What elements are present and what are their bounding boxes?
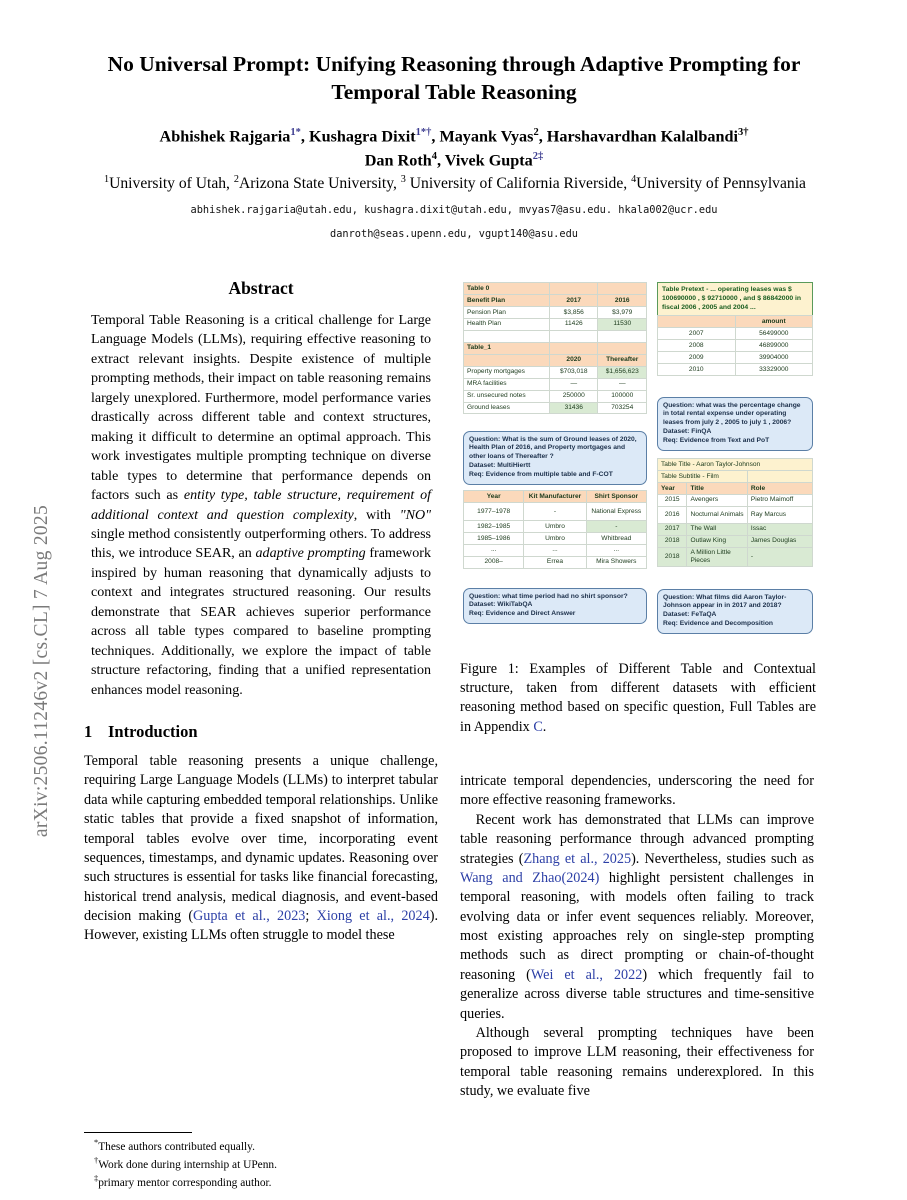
question-text: Question: What films did Aaron Taylor-Johnson appear in in 2017 and 2018?	[663, 593, 787, 610]
cell: 2010	[658, 364, 736, 376]
cell: Avengers	[687, 494, 747, 506]
cell: Mira Showers	[586, 556, 646, 568]
column-header: Year	[464, 491, 524, 503]
cell: 2017	[550, 294, 598, 306]
dataset-label: Dataset: FeTaQA	[663, 611, 717, 619]
affiliation-line: $^1$University of Utah, $^2$Arizona State University, $^3$ University of California Riverside, $^4$University of Pennsylvania	[104, 174, 806, 193]
column-header: Role	[747, 482, 812, 494]
column-header: Year	[658, 482, 687, 494]
intro-paragraph-1	[84, 752, 438, 946]
cell: 2016	[658, 506, 687, 523]
footnote-2-text: Work done during internship at UPenn.	[98, 1158, 277, 1171]
cell: Pension Plan	[464, 306, 550, 318]
cell	[598, 283, 647, 295]
table-row	[464, 342, 647, 354]
table-row	[658, 328, 813, 340]
author-line-1: Abhishek Rajgaria$^{1*}$, Kushagra Dixit$^{1*\dagger}$, Mayank Vyas$^2$, Harshavardhan Kalalbandi$^{3\dagger}$	[159, 127, 749, 146]
cell: 2007	[658, 328, 736, 340]
abstract-emph-2: "NO"	[399, 506, 431, 523]
cell: Nocturnal Animals	[687, 506, 747, 523]
cell: 250000	[550, 390, 598, 402]
cell: 2016	[598, 294, 647, 306]
cell: 39904000	[735, 352, 813, 364]
question-box-multihiertt	[463, 431, 647, 485]
question-box-wikitabqa	[463, 588, 647, 624]
column-header: Shirt Sponsor	[586, 491, 646, 503]
table-row	[464, 354, 647, 366]
dataset-label: Dataset: WikiTabQA	[469, 601, 533, 609]
cell	[550, 342, 598, 354]
cell	[747, 470, 812, 482]
cell: 1977–1978	[464, 502, 524, 520]
cell: —	[550, 378, 598, 390]
table-row	[464, 491, 647, 503]
table-row	[464, 294, 647, 306]
section-title: Introduction	[108, 722, 198, 742]
table-row	[464, 306, 647, 318]
multihiertt-table-panel	[463, 282, 647, 414]
dataset-label: Dataset: FinQA	[663, 428, 712, 436]
wikitabqa-table	[463, 490, 647, 569]
question-box-fetaqa	[657, 589, 813, 634]
cell-highlighted: The Wall	[687, 523, 747, 535]
column-header: amount	[735, 316, 813, 328]
cell: Ray Marcus	[747, 506, 812, 523]
table-row	[658, 316, 813, 328]
multihiertt-table	[463, 282, 647, 414]
cell: Table 0	[464, 283, 550, 295]
table-row	[658, 340, 813, 352]
cell-highlighted: 2018	[658, 547, 687, 567]
cell: -	[524, 502, 586, 520]
table-pretext: Table Pretext - ... operating leases was $ 100690000 , $ 92710000 , and $ 86842000 in fiscal 2006 , 2005 and 2004 ...	[657, 282, 813, 315]
cell	[598, 342, 647, 354]
intro-p3-c: highlight persistent challenges in temporal reasoning, with models often failing to track evolving data or infer event sequences reliably. Moreover, most existing approaches rely on single-step prompting methods such as direct prompting or chain-of-thought reasoning (	[460, 869, 814, 983]
section-number: 1	[84, 722, 93, 742]
table-row	[658, 482, 813, 494]
citation-wei[interactable]: Wei et al., 2022	[530, 966, 643, 983]
cell: $703,018	[550, 366, 598, 378]
title-line-2: Temporal Table Reasoning	[331, 80, 577, 105]
cell-highlighted: 2017	[658, 523, 687, 535]
fetaqa-table	[657, 458, 813, 567]
cell: Pietro Maimoff	[747, 494, 812, 506]
cell: Umbro	[524, 532, 586, 544]
cell	[550, 330, 598, 342]
author-line-2: Dan Roth$^4$, Vivek Gupta$^{2\ddagger}$	[364, 150, 544, 170]
abstract-text-c: single method consistently outperforming others. To address this, we introduce SEAR, an	[91, 525, 431, 562]
table-row	[658, 352, 813, 364]
intro-p1-a: Temporal table reasoning presents a unique challenge, requiring Large Language Models (LLMs) to interpret tabular data while capturing embedded temporal relationships. Unlike static tables that provide a fixed snapshot of information, temporal tables evolve over time, incorporating event sequences, timestamps, and dynamic updates. Reasoning over such structures is essential for tasks like financial forecasting, historical trend analysis, medical diagnosis, and event-based decision making (	[84, 753, 438, 925]
section-heading-introduction	[84, 722, 438, 742]
cell-highlighted: 2018	[658, 535, 687, 547]
footnote-2	[84, 1155, 438, 1173]
table-title: Table Title - Aaron Taylor-Johnson	[658, 459, 813, 471]
intro-paragraph-2: intricate temporal dependencies, underscoring the need for more effective reasoning frameworks.	[460, 773, 814, 809]
cell: Benefit Plan	[464, 294, 550, 306]
table-subtitle: Table Subtitle - Film	[658, 470, 748, 482]
question-text: Question: what time period had no shirt sponsor?	[469, 592, 628, 600]
table-row	[658, 470, 813, 482]
cell-highlighted: 31436	[550, 402, 598, 414]
cell: Property mortgages	[464, 366, 550, 378]
requirement-label: Req: Evidence from Text and PoT	[663, 437, 770, 445]
intro-p1-b: ). However, existing LLMs often struggle to model these	[84, 908, 438, 944]
cell: 703254	[598, 402, 647, 414]
abstract-text-d: framework inspired by human reasoning that dynamically adjusts to context and integrates structured reasoning. Our results demonstrate that SEAR achieves superior performance across all table types compared to baseline prompting techniques. Additionally, we explore the impact of table structure refactoring, finding that a unified representation enhances model reasoning.	[91, 545, 431, 698]
table-row	[658, 459, 813, 471]
citation-zhang[interactable]: Zhang et al., 2025	[523, 850, 632, 867]
question-text: Question: What is the sum of Ground leases of 2020, Health Plan of 2016, and Property mortgages and other loans of Thereafter ?	[469, 435, 637, 461]
table-row	[658, 547, 813, 567]
cell: 100000	[598, 390, 647, 402]
cell: Ground leases	[464, 402, 550, 414]
cell-highlighted: A Million Little Pieces	[687, 547, 747, 567]
cell	[550, 283, 598, 295]
cell: Table_1	[464, 342, 550, 354]
footnote-1	[84, 1137, 438, 1155]
cell-highlighted: James Douglas	[747, 535, 812, 547]
cell: ...	[586, 544, 646, 556]
requirement-label: Req: Evidence from multiple table and F-COT	[469, 471, 613, 479]
intro-paragraph-3	[460, 811, 814, 1024]
cell: ...	[464, 544, 524, 556]
cell: 1985–1986	[464, 532, 524, 544]
right-column	[460, 772, 814, 1101]
footnote-1-mark: *	[94, 1138, 99, 1147]
footnote-3-text: primary mentor corresponding author.	[98, 1176, 272, 1189]
abstract-emph-3: adaptive prompting	[255, 545, 366, 562]
author-list	[84, 125, 824, 173]
cell: MRA facilities	[464, 378, 550, 390]
footnote-rule	[84, 1132, 192, 1133]
abstract-text-a: Temporal Table Reasoning is a critical challenge for Large Language Models (LLMs), requiring effective reasoning to extract relevant insights. Despite existence of multiple prompting methods, their impact on table reasoning remains largely unexplored. Furthermore, model performance varies drastically across different table and context structures, making it difficult to determine an optimal approach. This work investigates multiple prompting technique on diverse table types to determine that performance depends on factors such as	[91, 312, 431, 504]
email-block	[84, 198, 824, 246]
table-row	[464, 556, 647, 568]
title-line-1: No Universal Prompt: Unifying Reasoning through Adaptive Prompting for	[107, 52, 801, 76]
figure-1	[460, 278, 816, 650]
table-row	[464, 520, 647, 532]
intro-p1-semi: ;	[305, 908, 317, 925]
cell: National Express	[586, 502, 646, 520]
table-row	[464, 390, 647, 402]
intro-p3-b: ). Nevertheless, studies such as	[631, 850, 814, 867]
column-header: Title	[687, 482, 747, 494]
cell: Whitbread	[586, 532, 646, 544]
table-row	[464, 330, 647, 342]
cell: —	[598, 378, 647, 390]
table-row	[464, 378, 647, 390]
footnote-3	[84, 1173, 438, 1191]
table-row	[464, 283, 647, 295]
footnote-3-mark: ‡	[94, 1174, 99, 1184]
question-box-finqa	[657, 397, 813, 451]
citation-wang-zhao-year[interactable]: (2024)	[561, 869, 600, 886]
cell: Errea	[524, 556, 586, 568]
table-row	[464, 318, 647, 330]
footnote-1-text: These authors contributed equally.	[98, 1140, 255, 1153]
question-text: Question: what was the percentage change in total rental expense under operating leases from july 2 , 2005 to july 1 , 2006?	[663, 401, 801, 427]
cell-highlighted: $1,656,623	[598, 366, 647, 378]
cell: Umbro	[524, 520, 586, 532]
intro-paragraph-4: Although several prompting techniques have been proposed to improve LLM reasoning, their effectiveness for temporal table reasoning remains underexplored. In this study, we evaluate five	[460, 1024, 814, 1099]
email-line-2: danroth@seas.upenn.edu, vgupt140@asu.edu	[330, 228, 578, 241]
intro-p3-a: Recent work has demonstrated that LLMs can improve table reasoning performance through advanced prompting strategies (	[460, 811, 814, 867]
column-header: Kit Manufacturer	[524, 491, 586, 503]
cell	[464, 330, 550, 342]
cell: 2015	[658, 494, 687, 506]
fetaqa-table-panel	[657, 458, 813, 567]
cell-highlighted: Outlaw King	[687, 535, 747, 547]
cell: 11426	[550, 318, 598, 330]
abstract-emph-1: entity type, table structure, requirement of additional context and question complexity	[91, 487, 431, 523]
cell: 2020	[550, 354, 598, 366]
abstract-text-b: , with	[353, 506, 400, 523]
table-row	[464, 402, 647, 414]
citation-wang-zhao[interactable]: Wang and Zhao	[460, 869, 562, 886]
citation-xiong[interactable]: Xiong et al., 2024	[316, 908, 430, 925]
table-row	[464, 366, 647, 378]
finqa-table	[657, 315, 813, 376]
column-header	[658, 316, 736, 328]
table-row	[658, 364, 813, 376]
abstract-heading: Abstract	[228, 278, 294, 298]
cell: ...	[524, 544, 586, 556]
table-row	[464, 532, 647, 544]
abstract-body	[84, 311, 438, 700]
cell: 2009	[658, 352, 736, 364]
cell: Thereafter	[598, 354, 647, 366]
cell: $3,856	[550, 306, 598, 318]
appendix-ref[interactable]: C	[533, 718, 543, 735]
citation-gupta[interactable]: Gupta et al., 2023	[193, 908, 306, 925]
cell: $3,979	[598, 306, 647, 318]
table-row	[658, 535, 813, 547]
table-row	[464, 502, 647, 520]
cell: Sr. unsecured notes	[464, 390, 550, 402]
cell: 2008	[658, 340, 736, 352]
table-row	[658, 494, 813, 506]
requirement-label: Req: Evidence and Decomposition	[663, 620, 773, 628]
cell: Health Plan	[464, 318, 550, 330]
cell: 46899000	[735, 340, 813, 352]
email-line-1: abhishek.rajgaria@utah.edu, kushagra.dixit@utah.edu, mvyas7@asu.edu. hkala002@ucr.edu	[190, 204, 718, 216]
cell: 1982–1985	[464, 520, 524, 532]
wikitabqa-table-panel	[463, 490, 647, 569]
page-title	[84, 50, 824, 107]
footnote-block	[84, 1132, 438, 1191]
cell: 56499000	[735, 328, 813, 340]
cell	[598, 330, 647, 342]
cell-highlighted: 11530	[598, 318, 647, 330]
cell: 33329000	[735, 364, 813, 376]
table-row	[658, 523, 813, 535]
figure-caption: Figure 1: Examples of Different Table and Contextual structure, taken from different datasets with efficient reasoning method based on specific question, Full Tables are in Appendix C.	[460, 661, 816, 735]
cell-highlighted: -	[586, 520, 646, 532]
cell-highlighted: Issac	[747, 523, 812, 535]
table-row	[658, 506, 813, 523]
figure-1-panels	[460, 278, 816, 650]
cell-highlighted: -	[747, 547, 812, 567]
cell	[464, 354, 550, 366]
cell: 2008–	[464, 556, 524, 568]
arxiv-stamp: arXiv:2506.11246v2 [cs.CL] 7 Aug 2025	[31, 504, 52, 838]
requirement-label: Req: Evidence and Direct Answer	[469, 610, 576, 618]
table-row	[464, 544, 647, 556]
intro-p3-d: ) which frequently fail to generalize across diverse table structures and time-sensitive queries.	[460, 966, 814, 1022]
footnote-2-mark: †	[94, 1156, 99, 1166]
left-column	[84, 278, 438, 946]
dataset-label: Dataset: MultiHiertt	[469, 462, 531, 470]
finqa-table-panel	[657, 282, 813, 376]
